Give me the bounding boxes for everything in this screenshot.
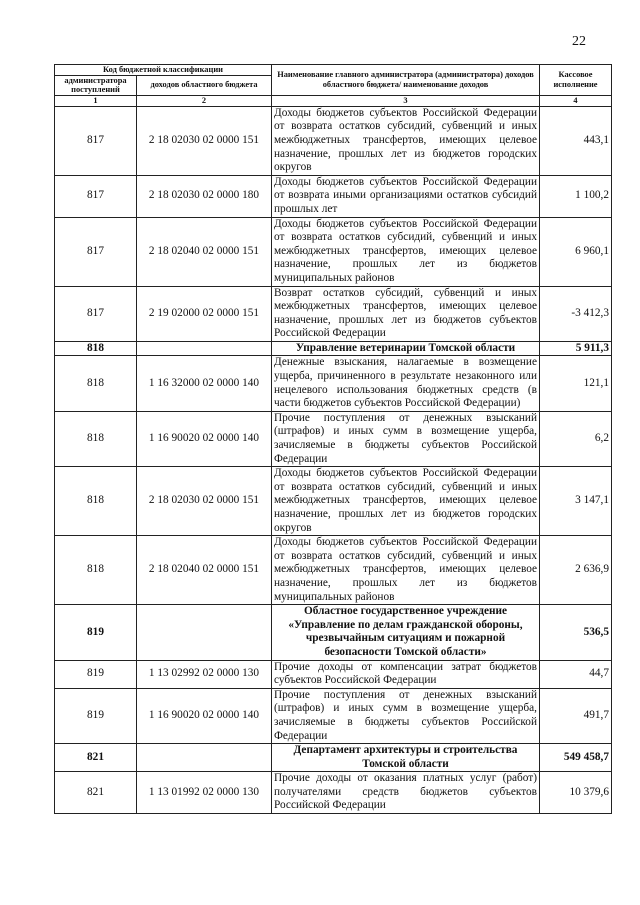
table-row [55,106,612,175]
table-row [55,175,612,217]
budget-income-table [54,64,612,814]
amount-cell: 549 458,7 [540,744,612,772]
income-code-cell: 1 16 90020 02 0000 140 [137,411,272,466]
income-code-cell [137,605,272,660]
administrator-name-cell: Управление ветеринарии Томской области [272,341,540,356]
description-cell: Доходы бюджетов субъектов Российской Федерации от возврата остатков субсидий, субвенций и иных межбюджетных трансфертов, имеющих целевое назначение, прошлых лет из бюджетов муниципальных районов [272,536,540,605]
column-number-1: 1 [55,95,137,106]
amount-cell: 5 911,3 [540,341,612,356]
administrator-row [55,605,612,660]
amount-cell: 491,7 [540,688,612,743]
column-number-4: 4 [540,95,612,106]
amount-cell: 536,5 [540,605,612,660]
table-row [55,660,612,688]
income-code-cell: 2 18 02030 02 0000 151 [137,106,272,175]
administrator-row [55,744,612,772]
description-cell: Денежные взыскания, налагаемые в возмещение ущерба, причиненного в результате незаконного или нецелевого использования бюджетных средств (в части бюджетов субъектов Российской Федерации) [272,356,540,411]
admin-code-cell: 818 [55,536,137,605]
table-row [55,688,612,743]
description-cell: Доходы бюджетов субъектов Российской Федерации от возврата остатков субсидий, субвенций и иных межбюджетных трансфертов, имеющих целевое назначение, прошлых лет из бюджетов городских округов [272,106,540,175]
description-cell: Прочие доходы от оказания платных услуг (работ) получателями средств бюджетов субъектов Российской Федерации [272,772,540,814]
amount-cell: 44,7 [540,660,612,688]
admin-code-cell: 819 [55,688,137,743]
admin-code-cell: 817 [55,217,137,286]
administrator-row [55,341,612,356]
income-code-cell: 1 16 32000 02 0000 140 [137,356,272,411]
description-cell: Доходы бюджетов субъектов Российской Федерации от возврата остатков субсидий, субвенций и иных межбюджетных трансфертов, имеющих целевое назначение, прошлых лет из бюджетов городских округов [272,467,540,536]
header-classification: Код бюджетной классификации [55,65,272,76]
admin-code-cell: 819 [55,660,137,688]
income-code-cell: 2 18 02030 02 0000 151 [137,467,272,536]
admin-code-cell: 817 [55,106,137,175]
header-admin-code: администратора поступлений [55,75,137,95]
description-cell: Прочие доходы от компенсации затрат бюджетов субъектов Российской Федерации [272,660,540,688]
admin-code-cell: 818 [55,341,137,356]
amount-cell: 10 379,6 [540,772,612,814]
amount-cell: -3 412,3 [540,286,612,341]
amount-cell: 443,1 [540,106,612,175]
admin-code-cell: 818 [55,467,137,536]
income-code-cell: 2 18 02040 02 0000 151 [137,536,272,605]
description-cell: Прочие поступления от денежных взысканий (штрафов) и иных сумм в возмещение ущерба, зачисляемые в бюджеты субъектов Российской Федерации [272,688,540,743]
admin-code-cell: 821 [55,744,137,772]
admin-code-cell: 817 [55,286,137,341]
header-cash-execution: Кассовое исполнение [540,65,612,96]
admin-code-cell: 819 [55,605,137,660]
income-code-cell: 2 18 02040 02 0000 151 [137,217,272,286]
header-row-1 [55,65,612,76]
description-cell: Доходы бюджетов субъектов Российской Федерации от возврата остатков субсидий, субвенций и иных межбюджетных трансфертов, имеющих целевое назначение, прошлых лет из бюджетов муниципальных районов [272,217,540,286]
income-code-cell: 1 16 90020 02 0000 140 [137,688,272,743]
table-row [55,772,612,814]
table-row [55,356,612,411]
description-cell: Возврат остатков субсидий, субвенций и иных межбюджетных трансфертов, имеющих целевое назначение, прошлых лет из бюджетов субъектов Российской Федерации [272,286,540,341]
amount-cell: 3 147,1 [540,467,612,536]
table-row [55,217,612,286]
column-numbers-row [55,95,612,106]
income-code-cell: 2 18 02030 02 0000 180 [137,175,272,217]
admin-code-cell: 821 [55,772,137,814]
column-number-3: 3 [272,95,540,106]
amount-cell: 6,2 [540,411,612,466]
page-number: 22 [572,34,586,49]
table-row [55,536,612,605]
admin-code-cell: 817 [55,175,137,217]
admin-code-cell: 818 [55,356,137,411]
income-code-cell: 2 19 02000 02 0000 151 [137,286,272,341]
table-row [55,411,612,466]
income-code-cell: 1 13 02992 02 0000 130 [137,660,272,688]
table-row [55,467,612,536]
income-code-cell: 1 13 01992 02 0000 130 [137,772,272,814]
description-cell: Прочие поступления от денежных взысканий (штрафов) и иных сумм в возмещение ущерба, зачисляемые в бюджеты субъектов Российской Федерации [272,411,540,466]
income-code-cell [137,341,272,356]
description-cell: Доходы бюджетов субъектов Российской Федерации от возврата иными организациями остатков субсидий прошлых лет [272,175,540,217]
table-row [55,286,612,341]
amount-cell: 6 960,1 [540,217,612,286]
header-admin-name: Наименование главного администратора (администратора) доходов областного бюджета/ наименование доходов [272,65,540,96]
amount-cell: 121,1 [540,356,612,411]
income-code-cell [137,744,272,772]
amount-cell: 2 636,9 [540,536,612,605]
administrator-name-cell: Областное государственное учреждение «Управление по делам гражданской обороны, чрезвычайным ситуациям и пожарной безопасности Томской области» [272,605,540,660]
administrator-name-cell: Департамент архитектуры и строительства Томской области [272,744,540,772]
amount-cell: 1 100,2 [540,175,612,217]
admin-code-cell: 818 [55,411,137,466]
header-income-code: доходов областного бюджета [137,75,272,95]
column-number-2: 2 [137,95,272,106]
